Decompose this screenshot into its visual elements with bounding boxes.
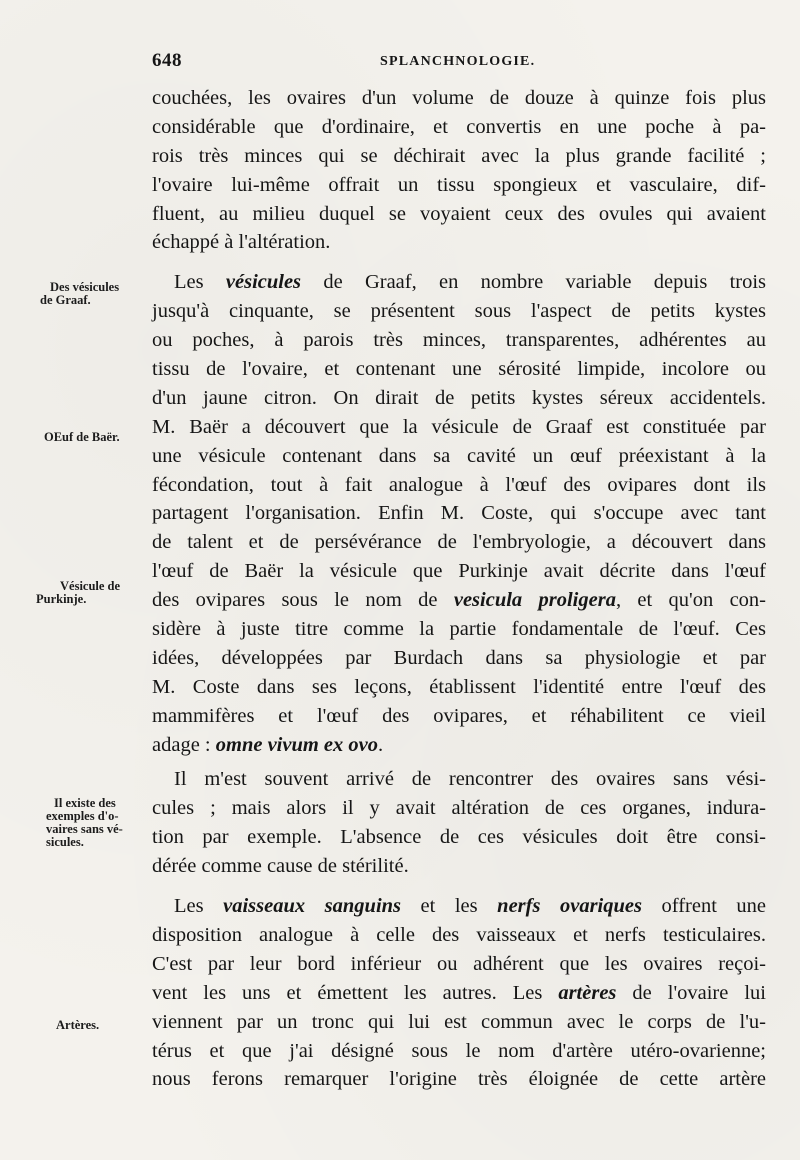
margin-note-line: Des vésicules xyxy=(50,280,120,294)
text-line: l'œuf de Baër la vésicule que Purkinje avait décrite dans l'œuf xyxy=(152,560,766,583)
text-line: fluent, au milieu duquel se voyaient ceux des ovules qui avaient xyxy=(152,202,766,225)
text-line xyxy=(152,979,766,1008)
body-text xyxy=(152,84,766,1094)
page-header xyxy=(0,50,800,74)
italic-term: nerfs ovariques xyxy=(497,895,642,918)
text-line: l'ovaire lui-même offrait un tissu spongieux et vasculaire, dif- xyxy=(152,173,766,196)
text-line: échappé à l'altération. xyxy=(152,231,331,254)
italic-term: vaisseaux sanguins xyxy=(223,895,402,918)
text-line: rois très minces qui se déchirait avec la plus grande facilité ; xyxy=(152,144,766,167)
text-line xyxy=(152,268,766,297)
italic-term: vésicules xyxy=(225,271,302,294)
text-line: M. Coste dans ses leçons, établissent l'identité entre l'œuf des xyxy=(152,675,766,698)
text-line: M. Baër a découvert que la vésicule de Graaf est constituée par xyxy=(152,415,766,438)
text-line: d'un jaune citron. On dirait de petits kystes séreux accidentels. xyxy=(152,386,766,409)
text-line: Il m'est souvent arrivé de rencontrer des ovaires sans vési- xyxy=(174,768,766,791)
margin-note-line: vaires sans vé- xyxy=(46,822,123,836)
text-line: C'est par leur bord inférieur ou adhérent que les ovaires reçoi- xyxy=(152,952,766,975)
text-line xyxy=(152,892,766,921)
text-run: des ovipares sous le nom de xyxy=(152,589,438,612)
margin-note-line: OEuf de Baër. xyxy=(44,430,120,444)
margin-note-line: de Graaf. xyxy=(40,293,91,307)
margin-note-line: Artères. xyxy=(56,1018,100,1032)
text-line: ou poches, à parois très minces, transparentes, adhérentes au xyxy=(152,329,766,352)
text-run: et les xyxy=(420,895,478,918)
margin-note-arteres xyxy=(40,1019,150,1032)
text-line xyxy=(152,586,766,615)
text-line: sidère à juste titre comme la partie fondamentale de l'œuf. Ces xyxy=(152,618,766,641)
text-run: de Graaf, en nombre variable depuis trois xyxy=(323,271,767,294)
text-line: nous ferons remarquer l'origine très éloignée de cette artère xyxy=(152,1068,766,1091)
page-number: 648 xyxy=(152,50,182,71)
text-line: de talent et de persévérance de l'embryologie, a découvert dans xyxy=(152,531,766,554)
margin-note-line: Vésicule de xyxy=(60,579,121,593)
text-line: fécondation, tout à fait analogue à l'œuf des ovipares dont ils xyxy=(152,473,766,496)
margin-note-line: Purkinje. xyxy=(36,592,87,606)
italic-term: vesicula proligera xyxy=(453,589,616,612)
italic-term: artères xyxy=(558,981,617,1004)
text-run: Les xyxy=(174,271,204,294)
text-line: considérable que d'ordinaire, et convertis en une poche à pa- xyxy=(152,115,766,138)
text-line: jusqu'à cinquante, se présentent sous l'aspect de petits kystes xyxy=(152,300,766,323)
text-run: , et qu'on con- xyxy=(615,589,766,612)
text-run: offrent une xyxy=(661,895,767,918)
text-run: adage : xyxy=(152,733,211,756)
margin-note-line: Il existe des xyxy=(54,796,116,810)
text-line: dérée comme cause de stérilité. xyxy=(152,855,409,878)
margin-note-vesicules-graaf xyxy=(40,281,150,307)
running-head: SPLANCHNOLOGIE. xyxy=(380,54,536,69)
margin-note-vesicule-purkinje xyxy=(36,580,146,606)
text-line: térus et que j'ai désigné sous le nom d'artère utéro-ovarienne; xyxy=(152,1039,766,1062)
text-line: tissu de l'ovaire, et contenant une sérosité limpide, incolore ou xyxy=(152,358,766,381)
text-line: viennent par un tronc qui lui est commun avec le corps de l'u- xyxy=(152,1010,766,1033)
text-run: Les xyxy=(174,895,204,918)
text-run: de l'ovaire lui xyxy=(632,981,766,1004)
text-line: mammifères et l'œuf des ovipares, et réhabilitent ce vieil xyxy=(152,704,766,727)
text-line: cules ; mais alors il y avait altération de ces organes, indura- xyxy=(152,797,766,820)
text-line: partagent l'organisation. Enfin M. Coste, qui s'occupe avec tant xyxy=(152,502,766,525)
text-line: une vésicule contenant dans sa cavité un œuf préexistant à la xyxy=(152,444,766,467)
margin-note-oeuf-baer xyxy=(40,431,150,444)
margin-note-ovaires-sans-vesicules xyxy=(40,797,150,849)
text-line: idées, développées par Burdach dans sa physiologie et par xyxy=(152,646,766,669)
text-line: couchées, les ovaires d'un volume de douze à quinze fois plus xyxy=(152,87,766,109)
text-line xyxy=(152,731,766,760)
italic-term: omne vivum ex ovo xyxy=(215,733,379,756)
text-run: . xyxy=(378,733,384,756)
margin-note-line: sicules. xyxy=(46,835,84,849)
text-line: disposition analogue à celle des vaisseaux et nerfs testiculaires. xyxy=(152,923,766,946)
text-run: vent les uns et émettent les autres. Les xyxy=(152,981,543,1004)
margin-note-line: exemples d'o- xyxy=(46,809,119,823)
text-line: tion par exemple. L'absence de ces vésicules doit être consi- xyxy=(152,826,766,849)
